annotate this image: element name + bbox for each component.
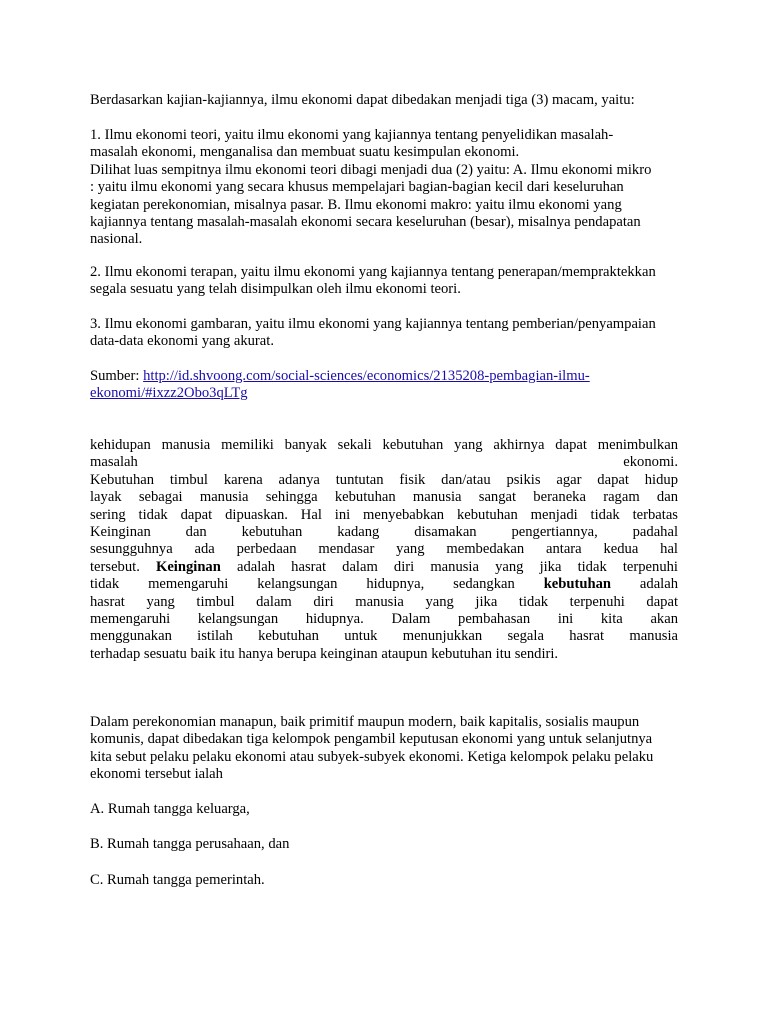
text-line: hasrat yang timbul dalam diri manusia yang jika tidak terpenuhi dapat bbox=[90, 593, 678, 610]
text-line bbox=[90, 559, 678, 576]
keyword-kebutuhan: kebutuhan bbox=[543, 576, 612, 593]
text-line: layak sebagai manusia sehingga kebutuhan manusia sangat beraneka ragam dan bbox=[90, 489, 678, 506]
economic-actors-paragraph bbox=[90, 714, 678, 784]
text-line bbox=[90, 576, 678, 593]
list-item-b bbox=[90, 836, 678, 853]
intro-paragraph bbox=[90, 92, 678, 109]
item-2-paragraph bbox=[90, 264, 678, 299]
list-item-c bbox=[90, 872, 678, 889]
text-fragment: tidak memengaruhi kelangsungan hidupnya, sedangkan bbox=[90, 576, 544, 593]
item-1-paragraph bbox=[90, 127, 678, 249]
text-line: kajiannya tentang masalah-masalah ekonomi secara keseluruhan (besar), misalnya pendapatan bbox=[90, 214, 641, 231]
text-line: memengaruhi kelangsungan hidupnya. Dalam pembahasan ini kita akan bbox=[90, 611, 678, 628]
needs-paragraph bbox=[90, 437, 678, 663]
text-line: 1. Ilmu ekonomi teori, yaitu ilmu ekonomi yang kajiannya tentang penyelidikan masalah- bbox=[90, 127, 614, 143]
text-line: 3. Ilmu ekonomi gambaran, yaitu ilmu ekonomi yang kajiannya tentang pemberian/penyampaian bbox=[90, 316, 656, 332]
text-line: Dalam perekonomian manapun, baik primitif maupun modern, baik kapitalis, sosialis maupun bbox=[90, 714, 640, 730]
keyword-keinginan: Keinginan bbox=[155, 558, 221, 575]
text-line: kehidupan manusia memiliki banyak sekali kebutuhan yang akhirnya dapat menimbulkan bbox=[90, 437, 678, 453]
text-line: sesungguhnya ada perbedaan mendasar yang membedakan antara kedua hal bbox=[90, 541, 678, 558]
text-fragment: tersebut. bbox=[90, 558, 156, 575]
text-line: data-data ekonomi yang akurat. bbox=[90, 333, 274, 350]
text-line: segala sesuatu yang telah disimpulkan oleh ilmu ekonomi teori. bbox=[90, 281, 461, 298]
text-line: : yaitu ilmu ekonomi yang secara khusus mempelajari bagian-bagian kecil dari keseluruhan bbox=[90, 179, 624, 196]
list-item-a bbox=[90, 801, 678, 818]
text-line: Keinginan dan kebutuhan kadang disamakan pengertiannya, padahal bbox=[90, 524, 678, 541]
source-line bbox=[90, 368, 678, 385]
text-line: sering tidak dapat dipuaskan. Hal ini menyebabkan kebutuhan menjadi tidak terbatas bbox=[90, 506, 678, 523]
text-line: ekonomi tersebut ialah bbox=[90, 766, 223, 783]
text-line: masalah ekonomi. bbox=[90, 454, 678, 471]
text-line: Kebutuhan timbul karena adanya tuntutan fisik dan/atau psikis agar dapat hidup bbox=[90, 471, 678, 488]
text-line: kegiatan perekonomian, misalnya pasar. B. Ilmu ekonomi makro: yaitu ilmu ekonomi yang bbox=[90, 196, 622, 213]
source-link-continued[interactable]: ekonomi/#ixzz2Obo3qLTg bbox=[90, 385, 248, 402]
text-line: nasional. bbox=[90, 231, 143, 248]
text-line: menggunakan istilah kebutuhan untuk menunjukkan segala hasrat manusia bbox=[90, 628, 678, 645]
list-item-text: C. Rumah tangga pemerintah. bbox=[90, 872, 265, 888]
text-line: masalah ekonomi, menganalisa dan membuat suatu kesimpulan ekonomi. bbox=[90, 144, 520, 161]
source-paragraph bbox=[90, 368, 678, 403]
list-item-text: A. Rumah tangga keluarga, bbox=[90, 801, 250, 817]
source-label: Sumber: bbox=[90, 368, 144, 384]
source-link[interactable]: http://id.shvoong.com/social-sciences/economics/2135208-pembagian-ilmu- bbox=[143, 368, 590, 384]
text-line: terhadap sesuatu baik itu hanya berupa keinginan ataupun kebutuhan itu sendiri. bbox=[90, 645, 559, 662]
text-line: komunis, dapat dibedakan tiga kelompok pengambil keputusan ekonomi yang untuk selanjutnya bbox=[90, 731, 653, 748]
item-3-paragraph bbox=[90, 316, 678, 351]
text-line: Dilihat luas sempitnya ilmu ekonomi teori dibagi menjadi dua (2) yaitu: A. Ilmu ekonomi mikro bbox=[90, 161, 652, 178]
list-item-text: B. Rumah tangga perusahaan, dan bbox=[90, 836, 290, 852]
source-line bbox=[90, 385, 678, 402]
text-line: Berdasarkan kajian-kajiannya, ilmu ekonomi dapat dibedakan menjadi tiga (3) macam, yaitu: bbox=[90, 92, 635, 108]
text-line: 2. Ilmu ekonomi terapan, yaitu ilmu ekonomi yang kajiannya tentang penerapan/mempraktekkan bbox=[90, 264, 656, 280]
text-line: kita sebut pelaku pelaku ekonomi atau subyek-subyek ekonomi. Ketiga kelompok pelaku pelaku bbox=[90, 748, 654, 765]
text-fragment: adalah hasrat dalam diri manusia yang jika tidak terpenuhi bbox=[220, 558, 678, 575]
text-fragment: adalah bbox=[611, 576, 679, 593]
